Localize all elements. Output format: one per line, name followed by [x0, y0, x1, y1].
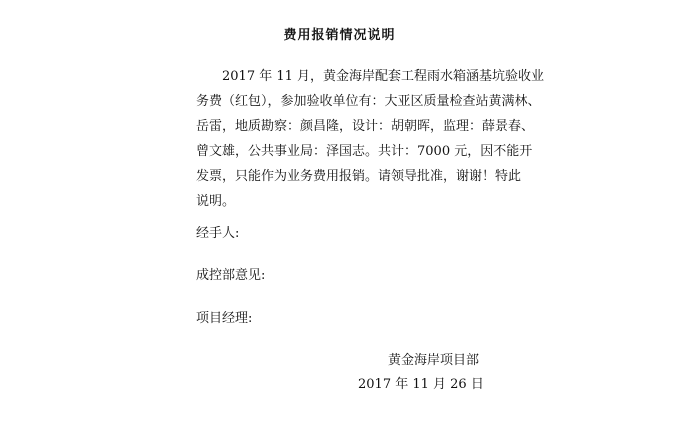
- body-line: 2017 年 11 月，黄金海岸配套工程雨水箱涵基坑验收业: [222, 69, 545, 84]
- department-opinion-label: 成控部意见:: [196, 268, 266, 283]
- signature-organization: 黄金海岸项目部: [388, 353, 480, 368]
- body-line: 岳雷，地质勘察：颜昌隆，设计：胡朝晖，监理：薛景春、: [196, 119, 535, 134]
- body-line: 发票，只能作为业务费用报销。请领导批准，谢谢！特此: [196, 169, 522, 184]
- body-line: 曾文雄，公共事业局：泽国志。共计：7000 元，因不能开: [196, 144, 533, 159]
- body-line: 务费（红包），参加验收单位有：大亚区质量检查站黄满林、: [196, 94, 541, 109]
- document-title: 费用报销情况说明: [283, 28, 396, 43]
- body-line: 说明。: [196, 194, 236, 209]
- signature-date: 2017 年 11 月 26 日: [358, 377, 484, 392]
- handler-label: 经手人:: [196, 226, 240, 241]
- document-body: [196, 64, 545, 214]
- project-manager-label: 项目经理:: [196, 311, 253, 326]
